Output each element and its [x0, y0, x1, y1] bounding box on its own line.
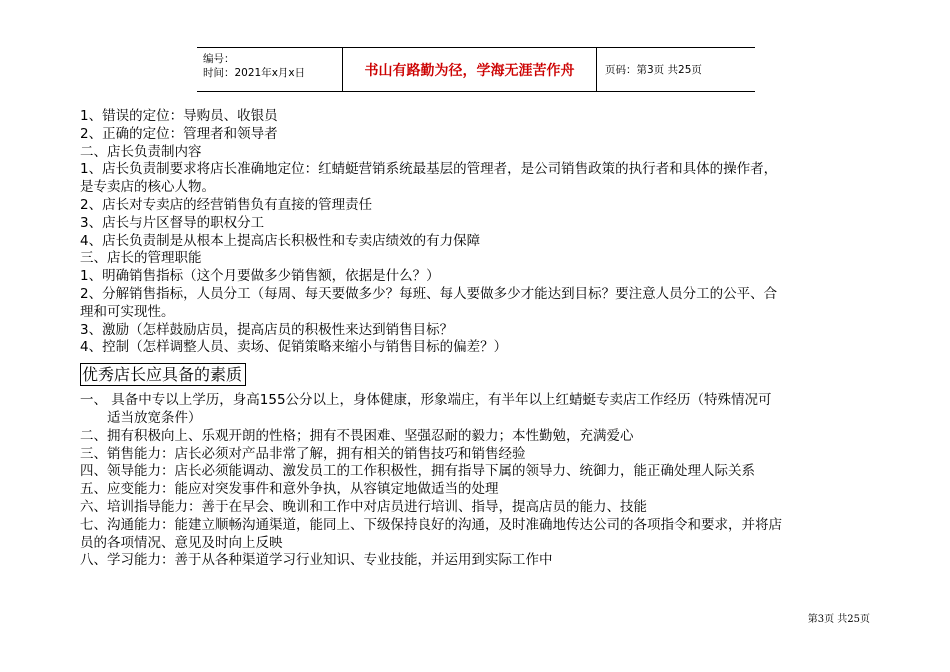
text-line: 是专卖店的核心人物。: [80, 179, 215, 196]
text-line: 2、正确的定位：管理者和领导者: [80, 125, 278, 142]
text-line: 3、激励（怎样鼓励店员，提高店员的积极性来达到销售目标？: [80, 321, 454, 338]
quality-item-continuation: 员的各项情况、意见及时向上反映: [80, 534, 283, 551]
section-title: 优秀店长应具备的素质: [80, 363, 246, 386]
header-table: [197, 47, 755, 92]
number-label: 编号：: [203, 53, 235, 65]
text-line: 3、店长与片区督导的职权分工: [80, 214, 265, 231]
page-code: 页码：第3页 共25页: [605, 64, 702, 76]
quality-item-continuation: 适当放宽条件）: [107, 409, 202, 426]
quality-item: 二、拥有积极向上、乐观开朗的性格；拥有不畏困难、坚强忍耐的毅力；本性勤勉，充满爱心: [80, 427, 634, 444]
text-line: 理和可实现性。: [80, 303, 175, 320]
text-line: 4、控制（怎样调整人员、卖场、促销策略来缩小与销售目标的偏差？）: [80, 339, 508, 356]
text-line: 1、明确销售指标（这个月要做多少销售额，依据是什么？）: [80, 268, 440, 285]
page-footer: 第3页 共25页: [807, 614, 870, 625]
quality-item: 七、沟通能力：能建立顺畅沟通渠道，能同上、下级保持良好的沟通，及时准确地传达公司的各项指令和要求，并将店: [80, 516, 782, 533]
text-line: 1、错误的定位：导购员、收银员: [80, 108, 278, 124]
quality-item: 三、销售能力：店长必须对产品非常了解，拥有相关的销售技巧和销售经验: [80, 445, 526, 462]
quality-item: 八、学习能力：善于从各种渠道学习行业知识、专业技能，并运用到实际工作中: [80, 552, 553, 569]
text-line: 4、店长负责制是从根本上提高店长积极性和专卖店绩效的有力保障: [80, 232, 481, 249]
section-heading: 二、店长负责制内容: [80, 143, 202, 160]
quality-item: 四、领导能力：店长必须能调动、激发员工的工作积极性，拥有指导下属的领导力、统御力，能正确处理人际关系: [80, 463, 755, 480]
quality-item: 五、应变能力：能应对突发事件和意外争执，从容镇定地做适当的处理: [80, 481, 499, 498]
quality-item: 六、培训指导能力：善于在早会、晚训和工作中对店员进行培训、指导，提高店员的能力、技能: [80, 498, 647, 515]
quality-item: 一、 具备中专以上学历，身高155公分以上，身体健康，形象端庄，有半年以上红蜻蜓专卖店工作经历（特殊情况可: [80, 392, 772, 409]
time-label: 时间：2021年x月x日: [203, 67, 306, 79]
motto: 书山有路勤为径，学海无涯苦作舟: [342, 48, 597, 91]
text-line: 2、分解销售指标，人员分工（每周、每天要做多少？每班、每人要做多少才能达到目标？要注意人员分工的公平、合: [80, 285, 778, 302]
header-left-cell: [197, 48, 342, 91]
section-heading: 三、店长的管理职能: [80, 250, 202, 267]
text-line: 1、店长负责制要求将店长准确地定位：红蜻蜓营销系统最基层的管理者，是公司销售政策的执行者和具体的操作者，: [80, 161, 778, 178]
document-body: [80, 108, 880, 570]
text-line: 2、店长对专卖店的经营销售负有直接的管理责任: [80, 196, 373, 213]
